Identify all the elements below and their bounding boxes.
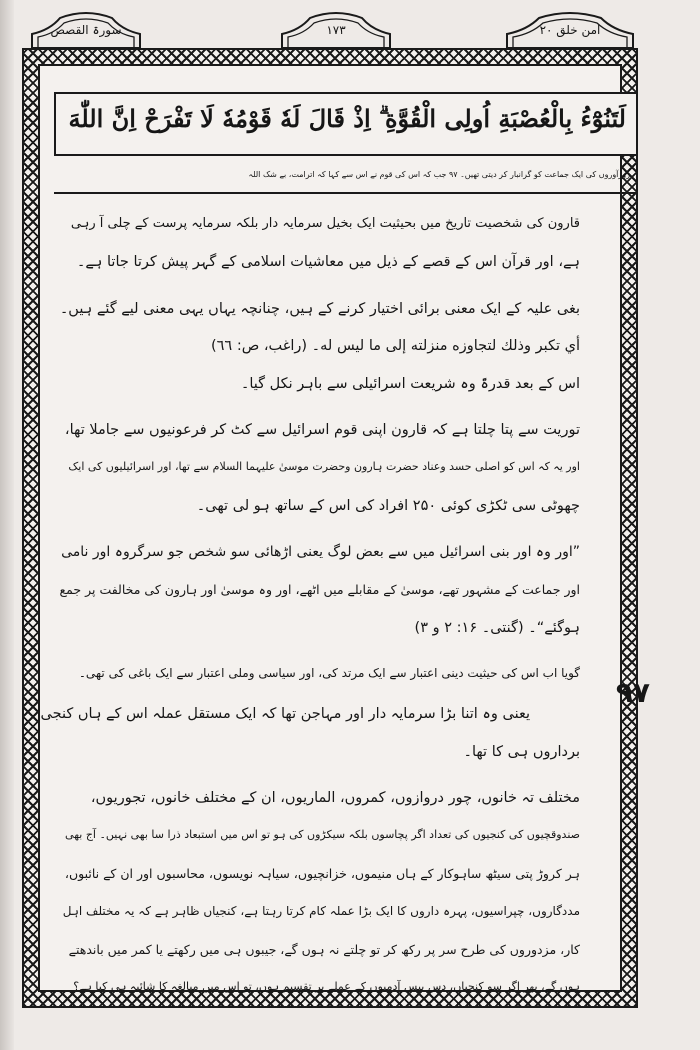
body-line: ”اور وہ اور بنی اسرائیل میں سے بعض لوگ یعنی اڑھائی سو شخص جو سرگروہ اور نامی [61, 544, 580, 560]
page-content-area [38, 64, 630, 993]
body-line: اور یہ کہ اس کو اصلی حسد وعناد حضرت ہارون وحضرت موسیٰ علیہما السلام سے تھا، اور اسرائیلیوں کی ایک [68, 460, 580, 473]
quran-ayah-box [54, 92, 638, 156]
body-line: ہے، اور قرآن اس کے قصے کے ذیل میں معاشیات اسلامی کے گہر پیش کرتا جاتا ہے۔ [76, 254, 580, 270]
body-line: کار، مزدوروں کی طرح سر پر رکھ کر تو چلتے نہ ہوں گے، جیبوں ہی میں رکھتے یا کمر میں باندھتے [68, 942, 580, 957]
ayah-arabic: لَتَنُوْٓءُ بِالْعُصْبَةِ اُولِى الْقُوَّةِ ۗ اِذْ قَالَ لَهٗ قَوْمُهٗ لَا تَفْرَحْ اِنَّ اللّٰهَ [68, 104, 626, 133]
surah-name: سورۃ القصص [50, 23, 122, 37]
body-line: گویا اب اس کی حیثیت دینی اعتبار سے ایک مرتد کی، اور سیاسی وملی اعتبار سے ایک باغی کی تھی۔ [78, 666, 580, 680]
body-line: چھوٹی سی ٹکڑی کوئی ۲۵۰ افراد کی اس کے ساتھ ہو لی تھی۔ [196, 498, 580, 514]
page-border-frame [22, 48, 638, 1008]
body-line: اور جماعت کے مشہور تھے، موسیٰ کے مقابلے میں اٹھے، اور وہ موسیٰ اور ہارون کی مخالفت پر جمع [59, 582, 580, 597]
body-line: بغی علیہ کے ایک معنی برائی اختیار کرنے کے ہیں، چنانچہ یہاں یہی معنی لیے گئے ہیں۔ [59, 301, 580, 317]
body-line: توریت سے پتا چلتا ہے کہ قارون اپنی قوم اسرائیل سے کٹ کر فرعونیوں سے جاملا تھا، [64, 422, 580, 438]
body-line: مددگاروں، چپراسیوں، پہرہ داروں کا ایک بڑا عملہ کام کرتا رہتا ہے، کنجیاں ظاہر ہے کہ یہ مختلف اہل [62, 904, 580, 918]
body-line: برداروں ہی کا تھا۔ [463, 744, 580, 760]
body-line: ہر کروڑ پتی سیٹھ ساہوکار کے ہاں منیموں، خزانچیوں، سیاہہ نویسوں، محاسبوں اور ان کے نائبوں، [64, 866, 580, 881]
page-binding-edge [0, 0, 14, 1050]
body-line: قارون کی شخصیت تاریخ میں بحیثیت ایک بخیل سرمایہ دار بلکہ سرمایہ پرست کے چلی آ رہی [70, 216, 580, 231]
body-line: مختلف تہ خانوں، چور دروازوں، کمروں، الماریوں، ان کے مختلف خانوں، تجوریوں، [90, 790, 580, 806]
page-number: ۱۷۳ [326, 23, 346, 37]
footnote-marker: ۹۷ [615, 676, 650, 709]
body-line: اس کے بعد قدرۃً وہ شریعت اسرائیلی سے باہر نکل گیا۔ [240, 376, 580, 392]
body-line: أي تكبر وذلك لتجاوزه منزلته إلى ما ليس له۔ (راغب، ص: ٦٦) [210, 338, 580, 354]
body-line: یعنی وہ اتنا بڑا سرمایہ دار اور مہاجن تھا کہ ایک مستقل عملہ اس کے ہاں کنجی [40, 706, 530, 722]
body-line: ہوگئے“۔ (گنتی۔ ۱۶: ۲ و ۳) [414, 620, 580, 636]
surah-name-cartouche [30, 10, 142, 50]
body-line: صندوقچیوں کی کنجیوں کی تعداد اگر پچاسوں بلکہ سیکڑوں کی ہو تو اس میں استبعاد ذرا سا بھی نہیں۔ آج بھی [65, 828, 580, 841]
ayah-translation: زورآوروں کی ایک جماعت کو گرانبار کر دیتی تھیں۔ ۹۷ جب کہ اس کی قوم نے اس سے کہا کہ اترامت، بے شک اللہ [54, 156, 638, 194]
body-line: ہوں گے، پھر اگر سو کنجیاں، دس بیس آدمیوں کے عملے پر تقسیم ہوں، تو اس میں مبالغہ کا شائبہ ہی کیا ہے؟ [73, 980, 580, 993]
page-number-cartouche [280, 10, 392, 50]
para-name: امن خلق ۲۰ [539, 23, 601, 37]
para-name-cartouche [505, 10, 635, 50]
